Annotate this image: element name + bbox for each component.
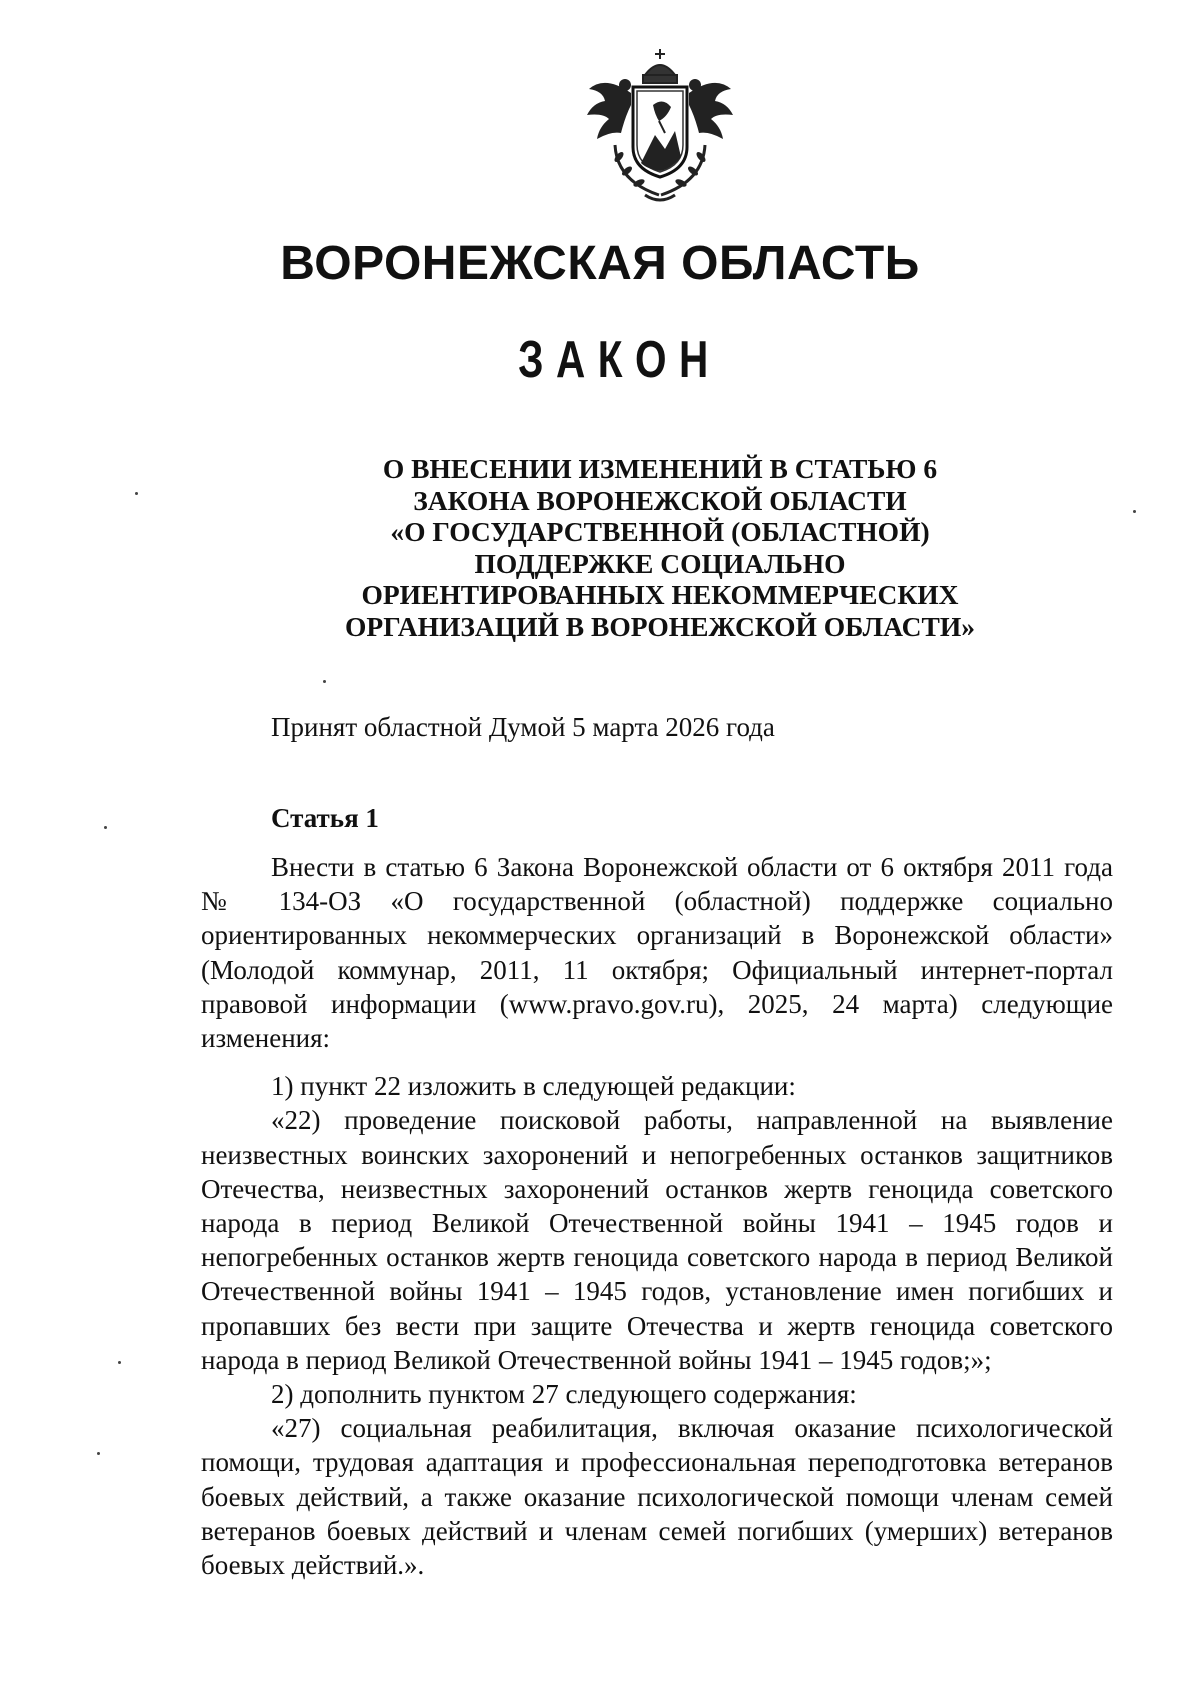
- scan-speck: [104, 826, 107, 829]
- scan-speck: [323, 680, 326, 683]
- scan-speck: [118, 1361, 121, 1364]
- region-heading: ВОРОНЕЖСКАЯ ОБЛАСТЬ: [280, 237, 920, 290]
- paragraph: «27) социальная реабилитация, включая оказание психологической помощи, трудовая адаптация и профессиональная переподготовка ветеранов боевых действий, а также оказание психологической помощи членам семей ветеранов боевых действий и членам семей погибших (умерших) ветеранов боевых действий.».: [201, 1413, 1113, 1581]
- title-line: ЗАКОНА ВОРОНЕЖСКОЙ ОБЛАСТИ: [413, 484, 907, 516]
- title-line: ОРИЕНТИРОВАННЫХ НЕКОММЕРЧЕСКИХ: [361, 579, 959, 610]
- article-body: [201, 850, 1113, 1582]
- adoption-note: Принят областной Думой 5 марта 2026 года: [271, 712, 775, 742]
- scan-speck: [1133, 510, 1136, 513]
- law-title: [300, 453, 1020, 642]
- paragraph: 1) пункт 22 изложить в следующей редакции:: [271, 1071, 796, 1102]
- law-heading: ЗАКОН: [518, 331, 721, 389]
- paragraph: 2) дополнить пунктом 27 следующего содержания:: [271, 1379, 857, 1410]
- title-line: О ВНЕСЕНИИ ИЗМЕНЕНИЙ В СТАТЬЮ 6: [382, 453, 938, 484]
- scan-speck: [135, 492, 138, 495]
- article-heading: Статья 1: [271, 803, 379, 833]
- coat-of-arms-icon: [575, 45, 745, 210]
- paragraph: «22) проведение поисковой работы, направленной на выявление неизвестных воинских захоронений и непогребенных останков защитников Отечества, неизвестных захоронений останков жертв геноцида советского народа в период Великой Отечественной войны 1941 – 1945 годов и непогребенных останков жертв геноцида советского народа в период Великой Отечественной войны 1941 – 1945 годов, установление имен погибших и пропавших без вести при защите Отечества и жертв геноцида советского народа в период Великой Отечественной войны 1941 – 1945 годов;»;: [201, 1105, 1113, 1375]
- title-line: ОРГАНИЗАЦИЙ В ВОРОНЕЖСКОЙ ОБЛАСТИ»: [345, 610, 975, 642]
- title-line: ПОДДЕРЖКЕ СОЦИАЛЬНО: [474, 547, 846, 579]
- paragraph: Внести в статью 6 Закона Воронежской области от 6 октября 2011 года № 134-ОЗ «О государственной (областной) поддержке социально ориентированных некоммерческих организаций в Воронежской области» (Молодой коммунар, 2011, 11 октября; Официальный интернет-портал правовой информации (www.pravo.gov.ru), 2025, 24 марта) следующие изменения:: [201, 852, 1113, 1054]
- title-line: «О ГОСУДАРСТВЕННОЙ (ОБЛАСТНОЙ): [390, 516, 930, 547]
- scan-speck: [97, 1452, 100, 1455]
